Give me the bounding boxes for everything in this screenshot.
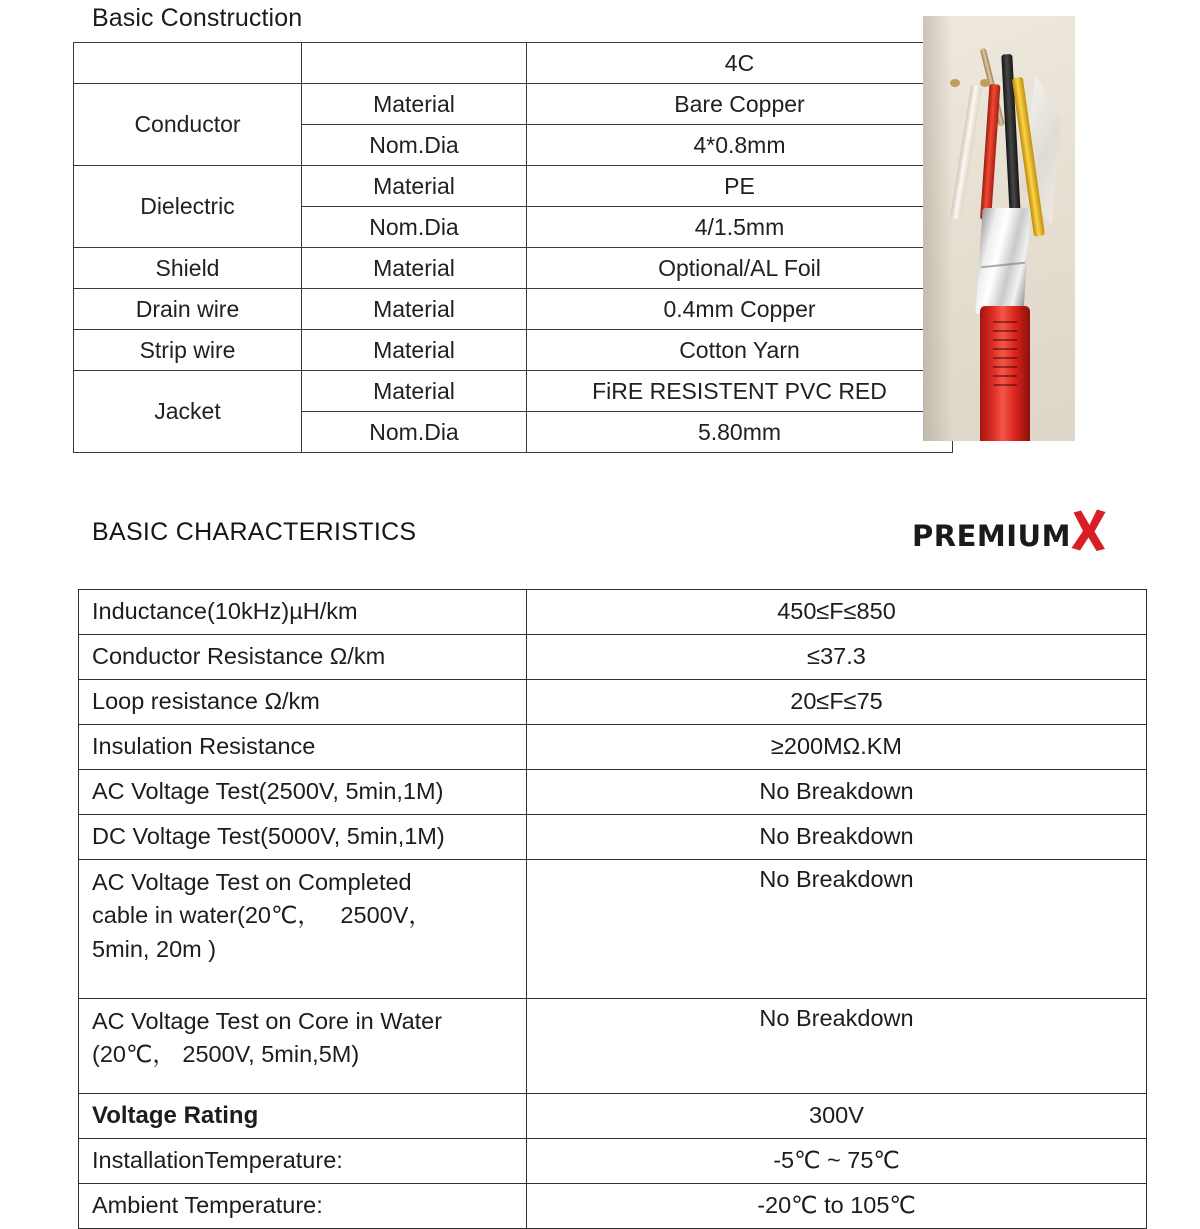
table-row — [79, 725, 1147, 770]
logo-x-icon — [1068, 508, 1108, 557]
installation-temperature-value: -5℃ ~ 75℃ — [527, 1139, 1147, 1184]
wire-tip-white — [950, 79, 960, 87]
header-cell-blank-property — [302, 43, 527, 84]
voltage-rating-label: Voltage Rating — [79, 1094, 527, 1139]
wire-tip-red — [980, 79, 990, 87]
cable-product-photo — [923, 16, 1075, 441]
property-cell: Material — [302, 289, 527, 330]
ambient-temperature-value: -20℃ to 105℃ — [527, 1184, 1147, 1229]
characteristic-value: No Breakdown — [527, 860, 1147, 999]
property-cell: Material — [302, 84, 527, 125]
label-line: 5min, 20m ) — [92, 935, 217, 962]
characteristic-value: 20≤F≤75 — [527, 680, 1147, 725]
characteristic-label: Loop resistance Ω/km — [79, 680, 527, 725]
table-row — [79, 999, 1147, 1094]
component-shield: Shield — [74, 248, 302, 289]
basic-characteristics-table — [78, 589, 1147, 1229]
characteristic-label: Conductor Resistance Ω/km — [79, 635, 527, 680]
property-cell: Material — [302, 371, 527, 412]
property-cell: Nom.Dia — [302, 207, 527, 248]
label-line: AC Voltage Test on Core in Water — [92, 1008, 443, 1034]
component-dielectric: Dielectric — [74, 166, 302, 248]
value-cell: 0.4mm Copper — [527, 289, 953, 330]
property-cell: Material — [302, 166, 527, 207]
table-row — [74, 371, 953, 412]
installation-temperature-label: InstallationTemperature: — [79, 1139, 527, 1184]
basic-construction-table — [73, 42, 953, 453]
value-cell: Optional/AL Foil — [527, 248, 953, 289]
table-row — [74, 248, 953, 289]
premiumx-logo — [912, 512, 1108, 560]
basic-construction-title: Basic Construction — [92, 4, 303, 32]
label-line: AC Voltage Test on Completed — [92, 869, 412, 895]
header-cell-variant: 4C — [527, 43, 953, 84]
table-row — [79, 635, 1147, 680]
label-line: (20℃， 2500V, 5min,5M) — [92, 1041, 360, 1068]
table-row — [74, 166, 953, 207]
characteristic-value: 450≤F≤850 — [527, 590, 1147, 635]
logo-wordmark: PREMIUM — [912, 518, 1071, 553]
characteristic-label: Inductance(10kHz)µH/km — [79, 590, 527, 635]
component-jacket: Jacket — [74, 371, 302, 453]
characteristic-label: Insulation Resistance — [79, 725, 527, 770]
value-cell: 5.80mm — [527, 412, 953, 453]
characteristic-label: DC Voltage Test(5000V, 5min,1M) — [79, 815, 527, 860]
characteristic-label: AC Voltage Test(2500V, 5min,1M) — [79, 770, 527, 815]
table-row — [74, 289, 953, 330]
label-line: cable in water(20℃， 2500V， — [92, 902, 432, 929]
basic-characteristics-title: BASIC CHARACTERISTICS — [92, 518, 417, 546]
table-row — [79, 860, 1147, 999]
table-header-row — [74, 43, 953, 84]
jacket-printing — [993, 316, 1017, 386]
table-row — [79, 815, 1147, 860]
value-cell: FiRE RESISTENT PVC RED — [527, 371, 953, 412]
characteristic-value: ≥200MΩ.KM — [527, 725, 1147, 770]
characteristic-value: No Breakdown — [527, 999, 1147, 1094]
property-cell: Material — [302, 248, 527, 289]
characteristic-value: No Breakdown — [527, 770, 1147, 815]
table-row — [79, 770, 1147, 815]
characteristic-label-multiline — [79, 860, 527, 999]
component-drain-wire: Drain wire — [74, 289, 302, 330]
voltage-rating-value: 300V — [527, 1094, 1147, 1139]
characteristic-label-multiline — [79, 999, 527, 1094]
property-cell: Nom.Dia — [302, 412, 527, 453]
ambient-temperature-label: Ambient Temperature: — [79, 1184, 527, 1229]
component-strip-wire: Strip wire — [74, 330, 302, 371]
table-row — [79, 1139, 1147, 1184]
header-cell-blank-component — [74, 43, 302, 84]
value-cell: PE — [527, 166, 953, 207]
table-row — [74, 84, 953, 125]
photo-shadow — [923, 16, 953, 441]
table-row — [79, 1184, 1147, 1229]
value-cell: 4/1.5mm — [527, 207, 953, 248]
component-conductor: Conductor — [74, 84, 302, 166]
value-cell: 4*0.8mm — [527, 125, 953, 166]
value-cell: Bare Copper — [527, 84, 953, 125]
characteristic-value: ≤37.3 — [527, 635, 1147, 680]
table-row — [74, 330, 953, 371]
table-row — [79, 680, 1147, 725]
value-cell: Cotton Yarn — [527, 330, 953, 371]
table-row — [79, 590, 1147, 635]
characteristic-value: No Breakdown — [527, 815, 1147, 860]
table-row — [79, 1094, 1147, 1139]
property-cell: Material — [302, 330, 527, 371]
property-cell: Nom.Dia — [302, 125, 527, 166]
